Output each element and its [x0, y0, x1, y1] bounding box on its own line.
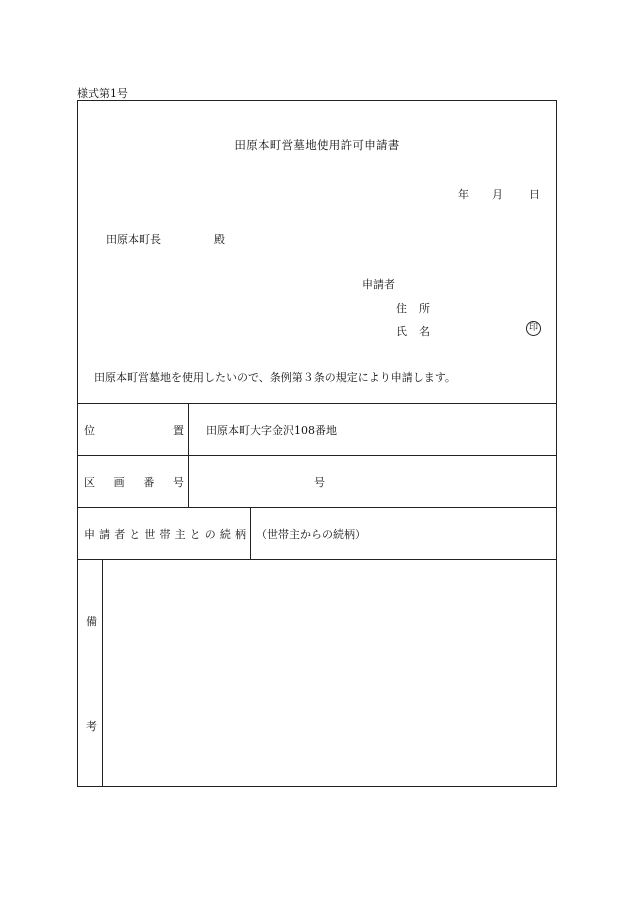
- section-label-char: 区: [84, 476, 95, 489]
- date-day-label: 日: [529, 188, 540, 201]
- divider-relationship: [78, 507, 556, 508]
- honorific: 殿: [214, 233, 225, 246]
- section-number-label: [84, 474, 184, 490]
- section-label-char: 番: [143, 476, 155, 489]
- application-form: [77, 100, 557, 787]
- relationship-label-char: と: [129, 528, 141, 541]
- relationship-label-char: と: [189, 528, 201, 541]
- addressee: 田原本町長: [106, 233, 161, 246]
- location-label-char: 位: [84, 424, 95, 437]
- form-title: 田原本町営墓地使用許可申請書: [234, 138, 400, 152]
- remarks-label-char: 備: [86, 615, 97, 628]
- name-label: 氏名: [396, 325, 442, 338]
- relationship-label-char: 者: [114, 528, 126, 541]
- date-month-label: 月: [492, 188, 503, 201]
- date-year-label: 年: [458, 188, 469, 201]
- relationship-label-char: 柄: [234, 528, 246, 541]
- relationship-label-char: 請: [99, 528, 111, 541]
- divider-section: [78, 455, 556, 456]
- relationship-label: [84, 526, 246, 542]
- relationship-label-char: 申: [84, 528, 95, 541]
- relationship-label-char: の: [204, 528, 216, 541]
- label-column-divider: [188, 403, 189, 507]
- location-value: 田原本町大字金沢108番地: [206, 424, 337, 437]
- remarks-label-char: 考: [86, 720, 97, 733]
- section-label-char: 号: [172, 476, 184, 489]
- seal-mark: 印: [526, 321, 541, 336]
- relationship-label-char: 世: [144, 528, 156, 541]
- relationship-label-char: 主: [174, 528, 186, 541]
- relationship-label-char: 帯: [159, 528, 171, 541]
- applicant-label: 申請者: [362, 278, 395, 291]
- remarks-column-divider: [102, 559, 103, 786]
- divider-remarks: [78, 559, 556, 560]
- relationship-column-divider: [250, 507, 251, 559]
- section-number-value: 号: [314, 476, 325, 489]
- location-label-char: 置: [173, 424, 184, 437]
- divider-location: [78, 403, 556, 404]
- application-statement: 田原本町営墓地を使用したいので、条例第３条の規定により申請します。: [94, 371, 456, 384]
- address-label: 住所: [396, 302, 442, 315]
- form-number-label: 様式第1号: [77, 87, 128, 100]
- relationship-value: （世帯主からの続柄）: [256, 528, 366, 541]
- location-label: [84, 422, 184, 438]
- remarks-field[interactable]: [104, 561, 554, 785]
- section-label-char: 画: [113, 476, 125, 489]
- relationship-label-char: 続: [219, 528, 231, 541]
